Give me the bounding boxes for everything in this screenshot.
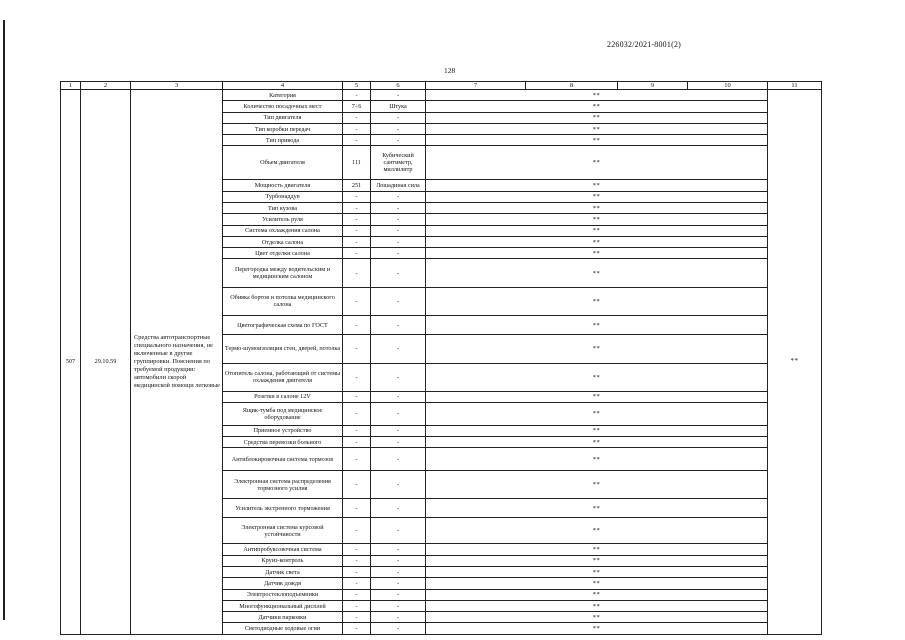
unit-of-measure: - [371, 191, 426, 202]
unit-of-measure: - [371, 335, 426, 363]
item-name: Средства автотранспортные специального назначения, не включенные в другие группировки. Пояснения по требуемой продукции: автомобили скорой медицинской помощи легковые [131, 90, 223, 635]
characteristic-name: Усилитель экстренного торможения [223, 499, 343, 518]
characteristic-value: - [343, 391, 371, 402]
characteristic-name: Приемное устройство [223, 425, 343, 436]
justification-value: ** [426, 248, 768, 259]
characteristic-value: - [343, 316, 371, 335]
characteristic-value: - [343, 335, 371, 363]
unit-of-measure: - [371, 391, 426, 402]
unit-of-measure: Лошадиная сила [371, 180, 426, 191]
column-header: 8 [526, 82, 618, 90]
justification-value: ** [426, 214, 768, 225]
justification-value: ** [426, 202, 768, 213]
characteristic-name: Светодиодные ходовые огни [223, 623, 343, 634]
characteristic-name: Средства перевозки больного [223, 437, 343, 448]
column-header: 5 [343, 82, 371, 90]
characteristic-name: Отделка салона [223, 236, 343, 247]
characteristic-value: - [343, 499, 371, 518]
justification-value: ** [426, 287, 768, 315]
unit-of-measure: - [371, 287, 426, 315]
characteristic-value: - [343, 135, 371, 146]
justification-value: ** [426, 566, 768, 577]
unit-of-measure: - [371, 555, 426, 566]
justification-value: ** [426, 335, 768, 363]
unit-of-measure: - [371, 623, 426, 634]
table-row [61, 90, 822, 101]
characteristic-value: - [343, 191, 371, 202]
justification-value: ** [426, 146, 768, 180]
characteristic-name: Тип привода [223, 135, 343, 146]
characteristic-name: Круиз-контроль [223, 555, 343, 566]
justification-value: ** [426, 101, 768, 112]
justification-value: ** [426, 578, 768, 589]
characteristic-name: Термо-шумоизоляция стен, дверей, потолка [223, 335, 343, 363]
characteristic-value: 111 [343, 146, 371, 180]
characteristic-name: Количество посадочных мест [223, 101, 343, 112]
justification-value: ** [426, 623, 768, 634]
unit-of-measure: - [371, 448, 426, 471]
justification-value: ** [426, 403, 768, 426]
column-header: 6 [371, 82, 426, 90]
justification-value: ** [426, 589, 768, 600]
unit-of-measure: - [371, 259, 426, 287]
justification-value: ** [426, 225, 768, 236]
unit-of-measure: - [371, 600, 426, 611]
justification-value: ** [426, 191, 768, 202]
characteristic-value: 7÷6 [343, 101, 371, 112]
justification-value: ** [426, 236, 768, 247]
unit-of-measure: - [371, 566, 426, 577]
characteristic-name: Перегородка между водительским и медицинским салоном [223, 259, 343, 287]
characteristic-value: - [343, 589, 371, 600]
justification-value: ** [426, 437, 768, 448]
unit-of-measure: - [371, 499, 426, 518]
unit-of-measure: - [371, 578, 426, 589]
characteristic-value: - [343, 236, 371, 247]
justification-value: ** [426, 259, 768, 287]
justification-value: ** [426, 112, 768, 123]
characteristic-name: Турбонаддув [223, 191, 343, 202]
characteristic-name: Электростеклоподъемники [223, 589, 343, 600]
characteristic-value: - [343, 259, 371, 287]
characteristic-value: - [343, 112, 371, 123]
characteristic-name: Датчики парковки [223, 612, 343, 623]
characteristic-value: - [343, 518, 371, 544]
characteristic-value: - [343, 363, 371, 391]
characteristic-name: Антипробуксовочная система [223, 544, 343, 555]
characteristic-name: Антиблокировочная система тормозов [223, 448, 343, 471]
characteristic-name: Датчик дождя [223, 578, 343, 589]
characteristic-value: - [343, 425, 371, 436]
characteristic-value: - [343, 123, 371, 134]
unit-of-measure: - [371, 518, 426, 544]
characteristic-name: Обивка бортов и потолка медицинского салона [223, 287, 343, 315]
characteristic-name: Категория [223, 90, 343, 101]
justification-value: ** [426, 90, 768, 101]
characteristic-name: Розетки в салоне 12V [223, 391, 343, 402]
justification-value: ** [426, 123, 768, 134]
characteristic-name: Система охлаждения салона [223, 225, 343, 236]
characteristic-name: Ящик-тумба под медицинское оборудование [223, 403, 343, 426]
unit-of-measure: - [371, 403, 426, 426]
characteristic-name: Датчик света [223, 566, 343, 577]
unit-of-measure: - [371, 425, 426, 436]
column-header: 3 [131, 82, 223, 90]
characteristic-name: Отопитель салона, работающий от системы охлаждения двигателя [223, 363, 343, 391]
column-header: 10 [688, 82, 768, 90]
unit-of-measure: - [371, 612, 426, 623]
unit-of-measure: - [371, 214, 426, 225]
characteristic-name: Объем двигателя [223, 146, 343, 180]
characteristic-value: - [343, 470, 371, 498]
justification-value: ** [426, 316, 768, 335]
specification-table [60, 81, 822, 635]
justification-value: ** [426, 363, 768, 391]
characteristic-value: - [343, 202, 371, 213]
justification-value: ** [426, 135, 768, 146]
characteristic-name: Усилитель руля [223, 214, 343, 225]
characteristic-value: - [343, 248, 371, 259]
unit-of-measure: Штука [371, 101, 426, 112]
characteristic-name: Многофункциональный дисплей [223, 600, 343, 611]
unit-of-measure: - [371, 135, 426, 146]
scan-edge-mark [3, 20, 5, 620]
characteristic-value: - [343, 566, 371, 577]
unit-of-measure: - [371, 202, 426, 213]
characteristic-value: - [343, 578, 371, 589]
document-number: 226032/2021-8001(2) [607, 40, 682, 49]
justification-value: ** [426, 555, 768, 566]
unit-of-measure: - [371, 316, 426, 335]
unit-of-measure: - [371, 236, 426, 247]
characteristic-value: - [343, 623, 371, 634]
characteristic-value: - [343, 544, 371, 555]
characteristic-name: Тип двигателя [223, 112, 343, 123]
justification-value: ** [426, 499, 768, 518]
unit-of-measure: - [371, 544, 426, 555]
justification-value: ** [426, 544, 768, 555]
characteristic-name: Электронная система курсовой устойчивости [223, 518, 343, 544]
okpd-code: 29.10.59 [81, 90, 131, 635]
unit-of-measure: - [371, 123, 426, 134]
unit-of-measure: - [371, 112, 426, 123]
column-header: 4 [223, 82, 343, 90]
unit-of-measure: - [371, 470, 426, 498]
characteristic-value: - [343, 555, 371, 566]
column-number-row [61, 82, 822, 90]
column-header: 7 [426, 82, 526, 90]
justification-value: ** [426, 612, 768, 623]
unit-of-measure: - [371, 90, 426, 101]
justification-value: ** [426, 518, 768, 544]
justification-value: ** [426, 425, 768, 436]
justification-value: ** [426, 448, 768, 471]
item-number: 507 [61, 90, 81, 635]
characteristic-value: - [343, 437, 371, 448]
characteristic-value: - [343, 90, 371, 101]
characteristic-value: - [343, 448, 371, 471]
unit-of-measure: - [371, 363, 426, 391]
column-11-value: ** [768, 90, 822, 635]
justification-value: ** [426, 180, 768, 191]
characteristic-value: - [343, 403, 371, 426]
characteristic-value: - [343, 612, 371, 623]
column-header: 11 [768, 82, 822, 90]
justification-value: ** [426, 391, 768, 402]
justification-value: ** [426, 470, 768, 498]
characteristic-value: - [343, 214, 371, 225]
column-header: 2 [81, 82, 131, 90]
characteristic-name: Тип кузова [223, 202, 343, 213]
justification-value: ** [426, 600, 768, 611]
unit-of-measure: - [371, 589, 426, 600]
characteristic-name: Мощность двигателя [223, 180, 343, 191]
column-header: 1 [61, 82, 81, 90]
characteristic-name: Тип коробки передач [223, 123, 343, 134]
unit-of-measure: - [371, 225, 426, 236]
characteristic-name: Цвет отделки салона [223, 248, 343, 259]
characteristic-value: - [343, 287, 371, 315]
unit-of-measure: Кубический сантиметр, миллилитр [371, 146, 426, 180]
unit-of-measure: - [371, 248, 426, 259]
page-number: 128 [444, 66, 456, 75]
unit-of-measure: - [371, 437, 426, 448]
characteristic-value: - [343, 225, 371, 236]
characteristic-name: Электронная система распределения тормозного усилия [223, 470, 343, 498]
characteristic-value: 251 [343, 180, 371, 191]
characteristic-value: - [343, 600, 371, 611]
column-header: 9 [618, 82, 688, 90]
characteristic-name: Цветографическая схема по ГОСТ [223, 316, 343, 335]
